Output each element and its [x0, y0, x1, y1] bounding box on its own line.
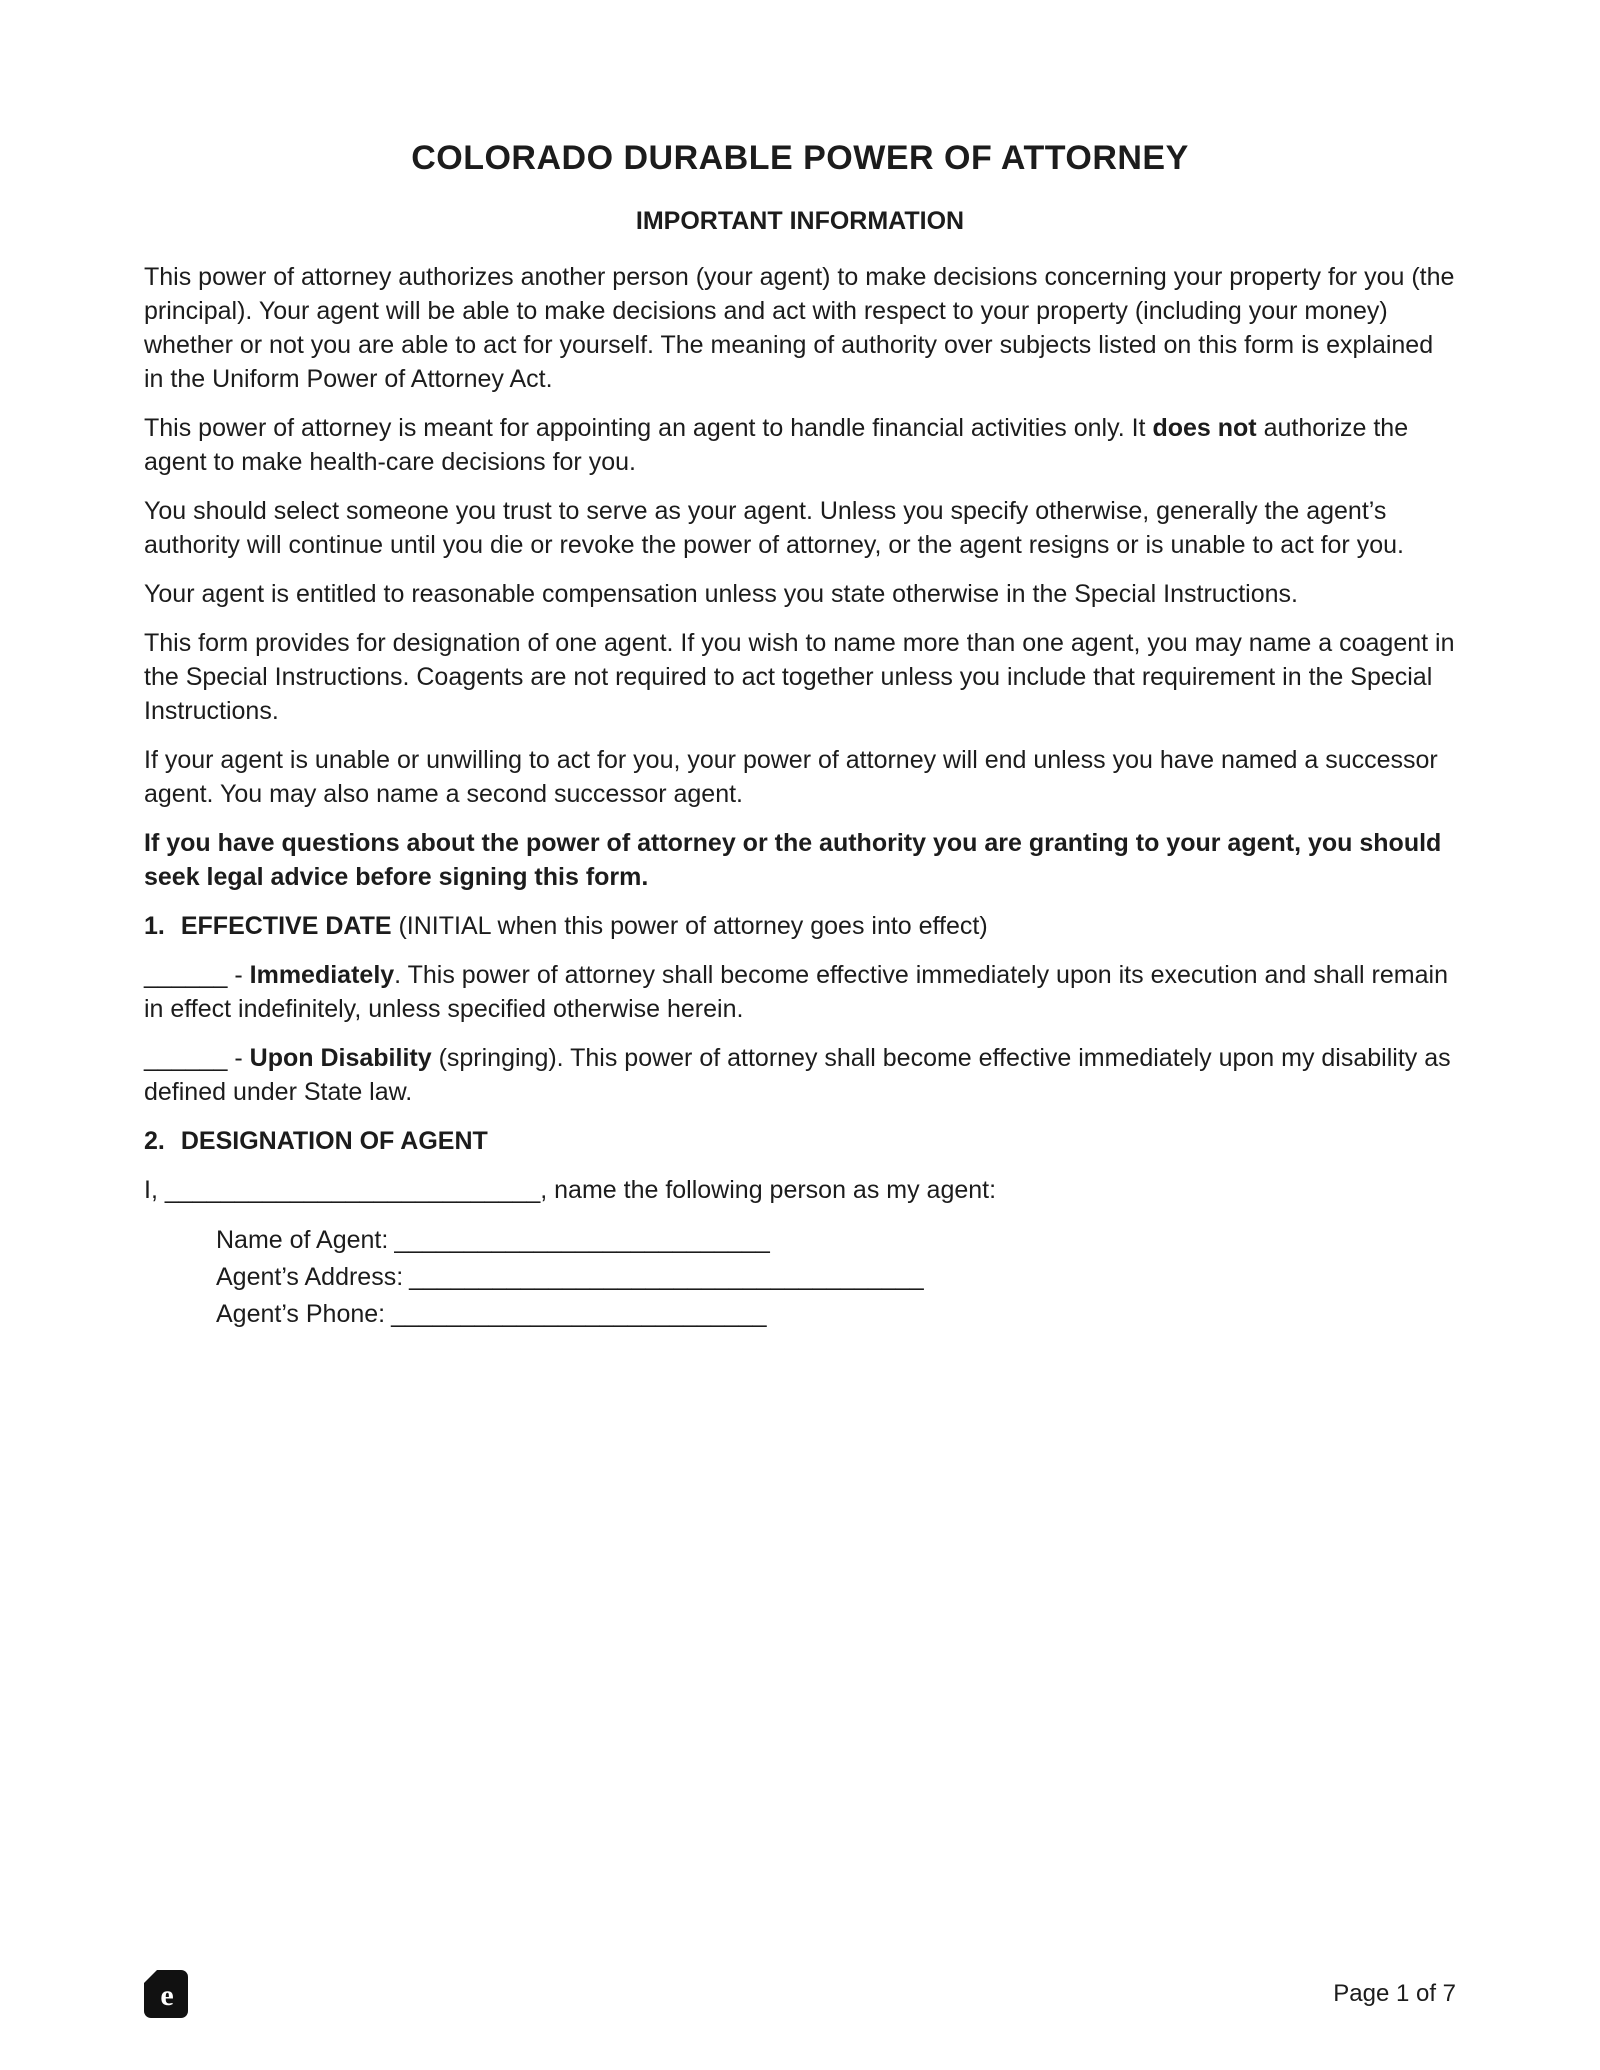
upon-disability-option [144, 1041, 1456, 1109]
intro-paragraph-6: If your agent is unable or unwilling to act for you, your power of attorney will end unless you have named a successor agent. You may also name a second successor agent. [144, 746, 1438, 808]
section-2-number: 2. [144, 1127, 165, 1155]
legal-advice-warning: If you have questions about the power of attorney or the authority you are granting to your agent, you should seek legal advice before signing this form. [144, 829, 1442, 891]
immediately-dash: - [227, 961, 250, 989]
intro-paragraph-2-text: This power of attorney is meant for appointing an agent to handle financial activities only. It [144, 414, 1153, 442]
eforms-logo-letter: e [160, 1979, 174, 2012]
agent-phone-line [216, 1296, 1456, 1333]
agent-address-blank: _____________________________________ [409, 1263, 924, 1291]
immediately-initial-blank: ______ [144, 961, 228, 989]
section-2-heading [144, 1124, 1456, 1158]
page-number: Page 1 of 7 [1333, 1980, 1456, 2007]
intro-paragraph-1: This power of attorney authorizes another person (your agent) to make decisions concerning your property for you (the principal). Your agent will be able to make decisions and act with respect to your property (including your money) whether or not you are able to act for yourself. The meaning of authority over subjects listed on this form is explained in the Uniform Power of Attorney Act. [144, 263, 1455, 393]
document-title: COLORADO DURABLE POWER OF ATTORNEY [411, 139, 1189, 177]
section-2-title: DESIGNATION OF AGENT [180, 1127, 488, 1155]
agent-name-line [216, 1222, 1456, 1259]
section-1-heading [144, 909, 1456, 943]
does-not-emphasis: does not [1152, 414, 1257, 442]
intro-paragraph-2 [144, 411, 1456, 479]
declaration-prefix: I, [144, 1176, 165, 1204]
agent-phone-label: Agent’s Phone: [216, 1300, 386, 1328]
principal-declaration-line [144, 1173, 1456, 1207]
agent-fields-block [144, 1222, 1456, 1333]
disability-initial-blank: ______ [144, 1044, 228, 1072]
disability-dash: - [227, 1044, 250, 1072]
intro-paragraph-5: This form provides for designation of one agent. If you wish to name more than one agent, you may name a coagent in the Special Instructions. Coagents are not required to act together unless you include that requirement in the Special Instructions. [144, 629, 1455, 725]
immediately-label: Immediately [249, 961, 395, 989]
intro-paragraph-4: Your agent is entitled to reasonable compensation unless you state otherwise in the Special Instructions. [144, 580, 1298, 608]
page-footer [144, 1970, 1456, 2018]
section-1-instruction: (INITIAL when this power of attorney goes into effect) [391, 912, 988, 940]
section-1-title: EFFECTIVE DATE [180, 912, 392, 940]
agent-name-label: Name of Agent: [216, 1226, 389, 1254]
agent-name-blank: ___________________________ [394, 1226, 770, 1254]
agent-phone-blank: ___________________________ [391, 1300, 767, 1328]
section-1-number: 1. [144, 912, 165, 940]
declaration-suffix: , name the following person as my agent: [540, 1176, 997, 1204]
principal-name-blank: ___________________________ [164, 1176, 541, 1204]
document-subtitle: IMPORTANT INFORMATION [635, 207, 965, 235]
disability-label: Upon Disability [249, 1044, 432, 1072]
agent-address-line [216, 1259, 1456, 1296]
effective-immediately-option [144, 958, 1456, 1026]
immediately-text: . This power of attorney shall become effective immediately upon its execution and shall remain in effect indefinitely, unless specified otherwise herein. [144, 961, 1448, 1023]
eforms-logo-icon [144, 1970, 188, 2018]
intro-paragraph-3: You should select someone you trust to serve as your agent. Unless you specify otherwise, generally the agent’s authority will continue until you die or revoke the power of attorney, or the agent resigns or is unable to act for you. [144, 497, 1404, 559]
intro-paragraph-2-text-cont: authorize the agent to make health-care decisions for you. [144, 414, 1409, 476]
disability-text: (springing). This power of attorney shall become effective immediately upon my disability as defined under State law. [144, 1044, 1451, 1106]
agent-address-label: Agent’s Address: [216, 1263, 404, 1291]
